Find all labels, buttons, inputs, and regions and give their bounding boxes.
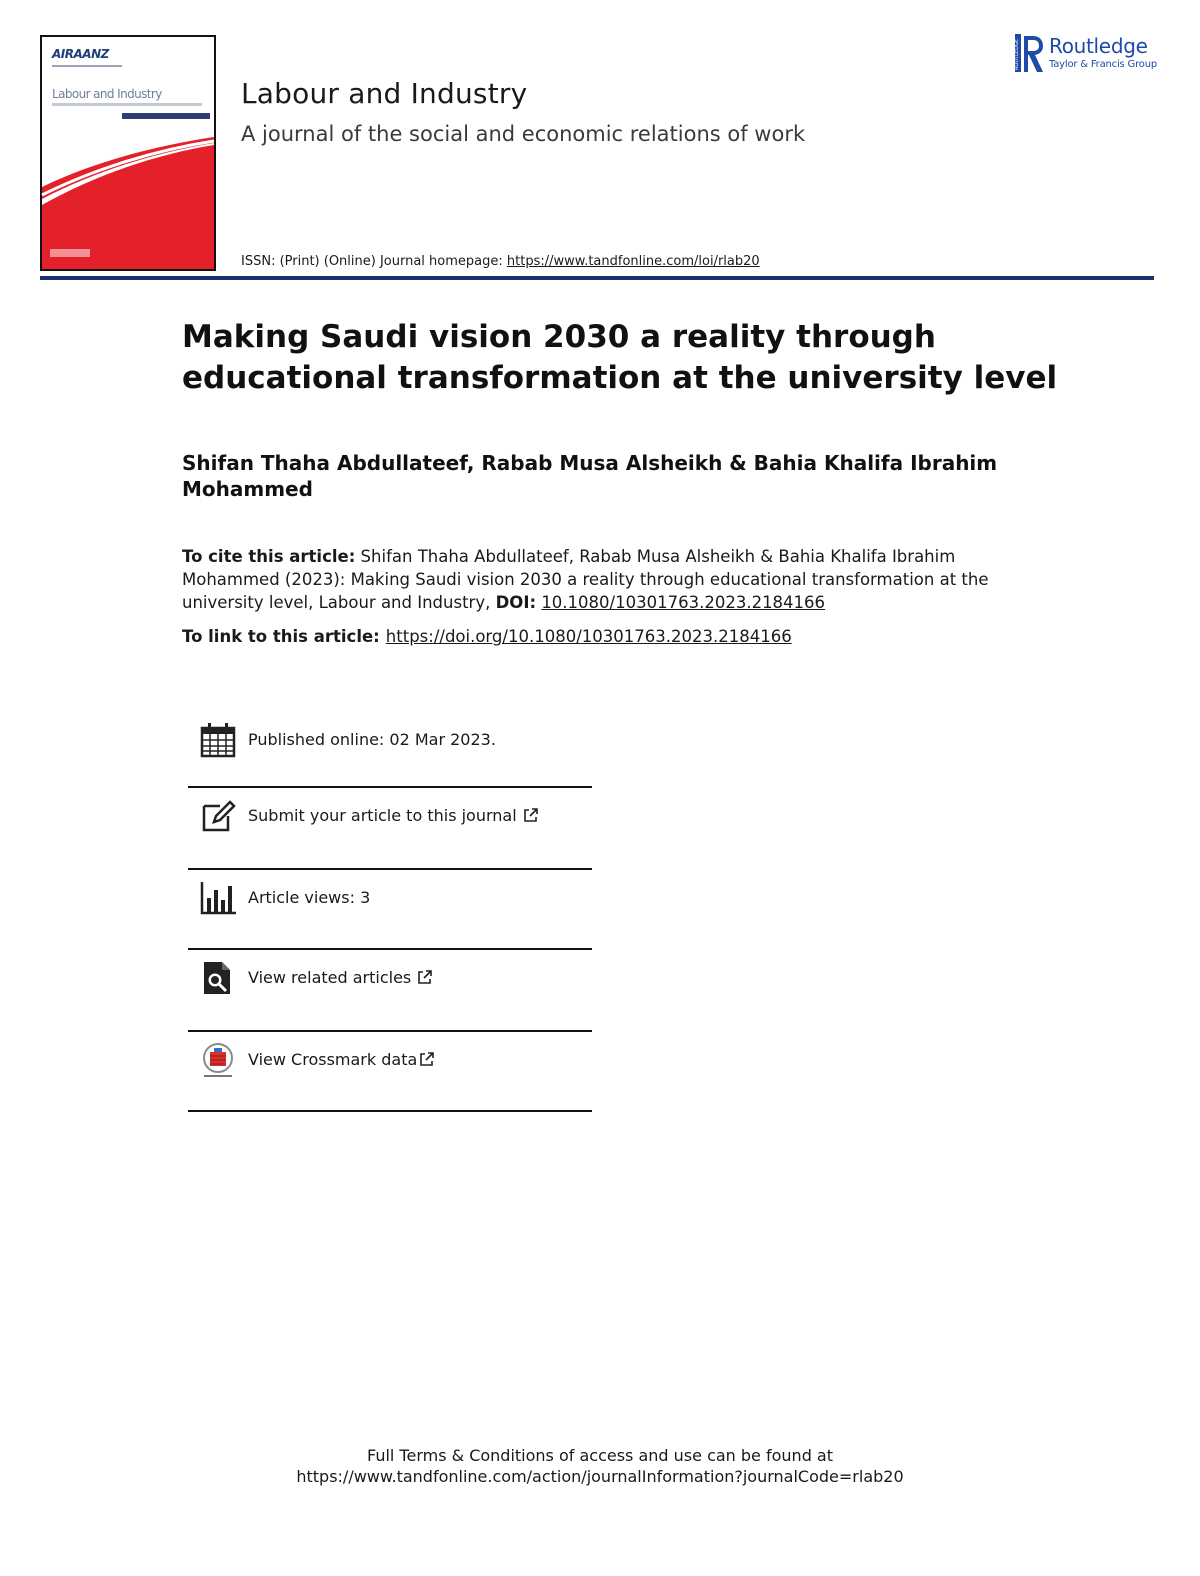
journal-cover-thumbnail (40, 35, 216, 271)
related-articles-row[interactable] (188, 950, 592, 1032)
published-online-text: Published online: 02 Mar 2023. (248, 730, 496, 749)
calendar-icon (200, 722, 236, 758)
journal-homepage-link[interactable]: https://www.tandfonline.com/loi/rlab20 (506, 254, 760, 269)
related-articles-link[interactable] (248, 968, 433, 987)
cite-doi-link[interactable]: 10.1080/10301763.2023.2184166 (541, 593, 826, 612)
article-views-row (188, 870, 592, 950)
issn-prefix: ISSN: (Print) (Online) Journal homepage: (241, 254, 507, 269)
journal-title: Labour and Industry (241, 77, 528, 110)
article-link-line (182, 627, 792, 646)
footer-terms-text: Full Terms & Conditions of access and use can be found at (366, 1446, 834, 1465)
submit-article-text: Submit your article to this journal (248, 806, 517, 825)
document-search-icon (200, 960, 236, 996)
header-divider (40, 276, 1154, 280)
cover-logo-rule (52, 65, 122, 67)
cover-artwork (42, 37, 214, 269)
cover-subtitle-bar (52, 103, 202, 106)
cover-logo: AIRAANZ (52, 47, 109, 61)
cite-doi-label: DOI: (495, 593, 537, 612)
issn-line (241, 254, 760, 269)
publisher-name: Routledge (1049, 34, 1148, 58)
publisher-logo (1015, 32, 1165, 76)
external-link-icon (417, 969, 433, 985)
article-actions (188, 712, 592, 1112)
footer-terms-url[interactable]: https://www.tandfonline.com/action/journalInformation?journalCode=rlab20 (296, 1467, 904, 1486)
external-link-icon (523, 807, 539, 823)
cite-label: To cite this article: (182, 547, 356, 566)
citation-block (182, 545, 1022, 614)
article-title: Making Saudi vision 2030 a reality through educational transformation at the university level (182, 319, 1058, 396)
submit-article-link[interactable] (248, 806, 539, 825)
journal-subtitle: A journal of the social and economic relations of work (241, 122, 806, 146)
link-label: To link to this article: (182, 627, 380, 646)
svg-text:ROUTLEDGE: ROUTLEDGE (1014, 39, 1020, 70)
related-articles-text: View related articles (248, 968, 412, 987)
cover-band (122, 113, 210, 119)
cite-text: Shifan Thaha Abdullateef, Rabab Musa Alsheikh & Bahia Khalifa Ibrahim Mohammed (2023): Making Saudi vision 2030 a reality through educational transformation at the university level, Labour and Industry, (182, 547, 989, 612)
edit-icon (200, 798, 236, 834)
article-doi-link[interactable]: https://doi.org/10.1080/10301763.2023.2184166 (385, 627, 792, 646)
article-views-text: Article views: 3 (248, 888, 371, 907)
published-online-row (188, 712, 592, 788)
crossmark-row[interactable] (188, 1032, 592, 1112)
submit-article-row[interactable] (188, 788, 592, 870)
article-authors: Shifan Thaha Abdullateef, Rabab Musa Alsheikh & Bahia Khalifa Ibrahim Mohammed (182, 451, 998, 501)
crossmark-icon (200, 1042, 236, 1078)
crossmark-text: View Crossmark data (248, 1050, 418, 1069)
crossmark-link[interactable] (248, 1050, 435, 1069)
divider (188, 1110, 592, 1112)
cover-title: Labour and Industry (52, 87, 162, 101)
footer-terms (0, 1445, 1200, 1487)
routledge-r-icon (1015, 32, 1045, 74)
external-link-icon (419, 1051, 435, 1067)
bar-chart-icon (200, 880, 236, 916)
publisher-group: Taylor & Francis Group (1049, 59, 1157, 70)
